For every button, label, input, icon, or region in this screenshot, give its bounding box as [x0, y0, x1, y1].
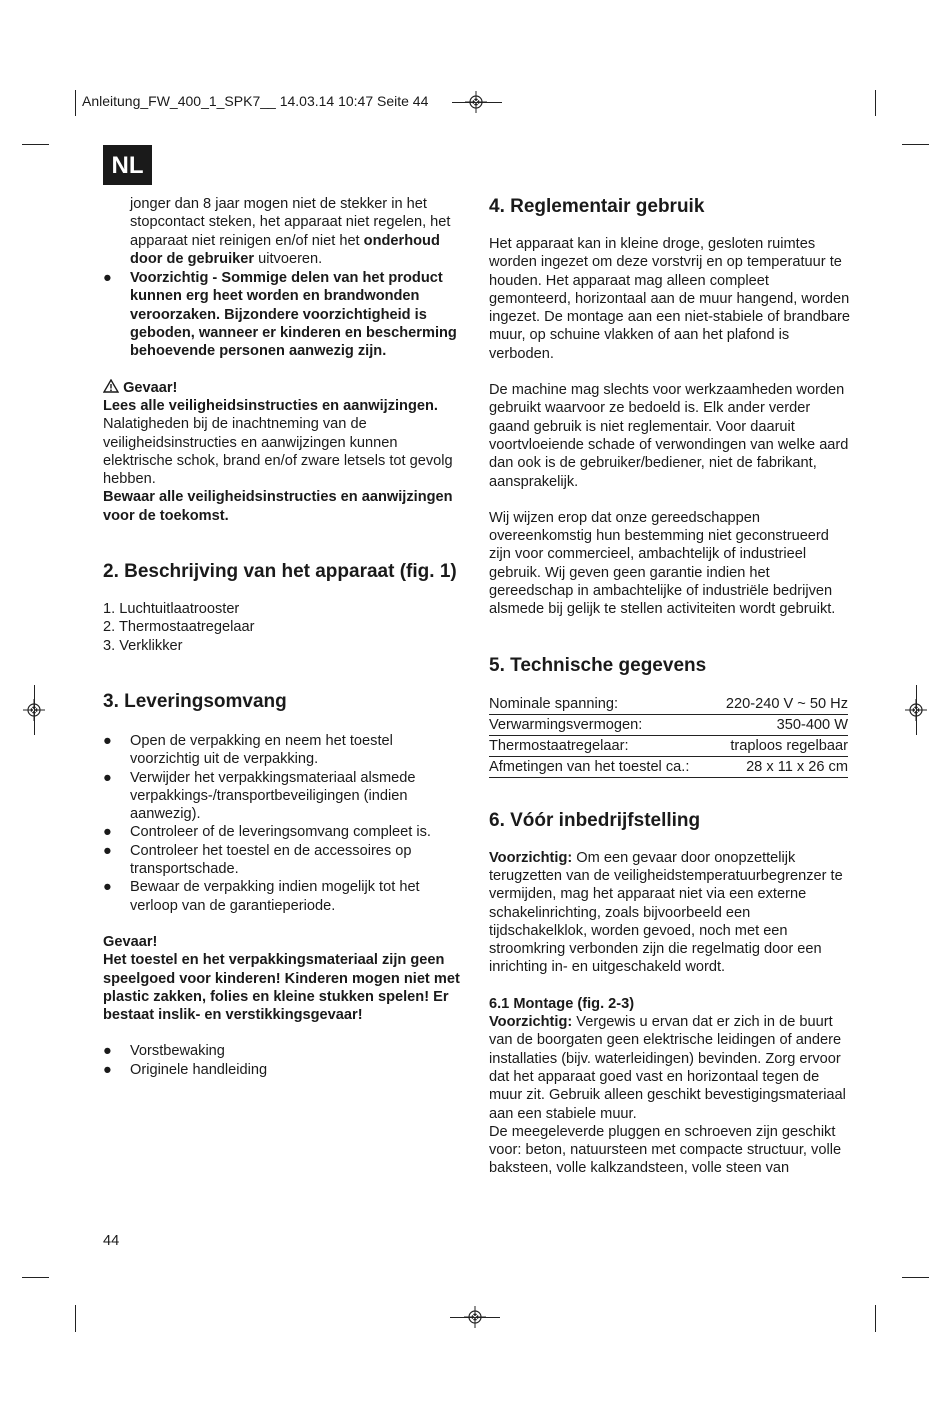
- section-3-title: 3. Leveringsomvang: [103, 690, 287, 712]
- parts-list: [103, 600, 463, 655]
- section-6-1-paragraph: Voorzichtig: Vergewis u ervan dat er zich in de buurt van de boorgaten geen elektrische leidingen of andere installaties (bijv. waterleidingen) bevinden. Zorg ervoor dat het apparaat goed vast en horizontaal tegen de muur zit. Gebruik alleen geschikt bevestigingsmateriaal aan een stabiele muur.: [489, 1014, 846, 1122]
- page-number: 44: [103, 1233, 120, 1249]
- section-4-paragraph-2: De machine mag slechts voor werkzaamheden worden gebruikt waarvoor ze bedoeld is. Elk ander verder gaand gebruik is niet reglementair. Voor daaruit voortvloeiende schade of verwondingen van welke aard dan ook is de gebruiker/bediener, niet de fabrikant, aansprakelijk.: [489, 382, 849, 490]
- crop-mark: [34, 685, 35, 735]
- caution-bullet: ● Voorzichtig - Sommige delen van het product kunnen erg heet worden en brandwonden veroorzaken. Bijzondere voorzichtigheid is geboden, wanneer er kinderen en bescherming behoevende personen aanwezig zijn.: [103, 270, 457, 360]
- list-item: ● Bewaar de verpakking indien mogelijk tot het verloop van de garantieperiode.: [103, 879, 420, 914]
- list-item: ● Open de verpakking en neem het toestel voorzichtig uit de verpakking.: [103, 732, 393, 768]
- crop-mark: [75, 90, 76, 116]
- print-header: Anleitung_FW_400_1_SPK7__ 14.03.14 10:47 Seite 44: [82, 93, 429, 109]
- list-item: ● Controleer of de leveringsomvang compleet is.: [103, 824, 431, 841]
- list-item: 3. Verklikker: [103, 637, 183, 654]
- crop-mark: [875, 1305, 876, 1332]
- packaging-danger-title: Gevaar!: [103, 933, 158, 950]
- danger-text: Nalatigheden bij de inachtneming van de veiligheidsinstructies en aanwijzingen kunnen elektrische schok, brand en/of zware letsels tot gevolg hebben.: [103, 416, 453, 488]
- bullet-icon: ●: [103, 732, 112, 749]
- list-item: 1. Luchtuitlaatrooster: [103, 601, 240, 618]
- section-4-title: 4. Reglementair gebruik: [489, 196, 705, 217]
- table-row: Afmetingen van het toestel ca.: 28 x 11 x 26 cm: [489, 756, 848, 777]
- bullet-icon: ●: [103, 769, 112, 786]
- list-item: ● Originele handleiding: [103, 1061, 268, 1078]
- table-row: Nominale spanning: 220-240 V ~ 50 Hz: [489, 694, 848, 715]
- bullet-icon: ●: [103, 270, 112, 287]
- crop-mark: [450, 1317, 500, 1318]
- packaging-danger-text: Het toestel en het verpakkingsmateriaal zijn geen speelgoed voor kinderen! Kinderen mogen niet met plastic zakken, folies en kleine stukken spelen! Er bestaat inslik- en verstikkingsgevaar!: [103, 952, 460, 1024]
- list-item: ● Vorstbewaking: [103, 1043, 225, 1060]
- bullet-icon: ●: [103, 824, 112, 841]
- bullet-icon: ●: [103, 879, 112, 896]
- table-row: Thermostaatregelaar: traploos regelbaar: [489, 735, 848, 756]
- warning-triangle-icon: [103, 379, 119, 393]
- crop-mark: [875, 90, 876, 116]
- table-row: Verwarmingsvermogen: 350-400 W: [489, 714, 848, 735]
- crop-mark: [452, 102, 502, 103]
- delivery-items: [103, 1042, 463, 1079]
- section-6-title: 6. Vóór inbedrijfstelling: [489, 809, 701, 831]
- section-6-paragraph: Voorzichtig: Om een gevaar door onopzettelijk terugzetten van de veiligheidstemperatuurbegrenzer te vermijden, mag het apparaat niet via een externe schakelinrichting, zoals bijvoorbeeld een tijdschakelklok, worden gevoed, noch met een stroomkring verbonden zijn die regelmatig door een inrichting in- en uitgeschakeld wordt.: [489, 849, 843, 976]
- section-6-1-title: 6.1 Montage (fig. 2-3): [489, 995, 635, 1012]
- bullet-icon: ●: [103, 1043, 112, 1060]
- right-column: [489, 196, 851, 1178]
- section-4-paragraph-1: Het apparaat kan in kleine droge, gesloten ruimtes worden ingezet om deze vorstvrij en op temperatuur te houden. Het apparaat mag alleen compleet gemonteerd, horizontaal aan de muur hangend, worden ingezet. De montage aan een niet-stabiele of brandbare muur, op schuine vlakken of aan het plafond is verboden.: [489, 236, 851, 362]
- danger-bold-2: Bewaar alle veiligheidsinstructies en aanwijzingen voor de toekomst.: [103, 489, 453, 524]
- crop-mark: [902, 144, 929, 145]
- section-4-paragraph-3: Wij wijzen erop dat onze gereedschappen overeenkomstig hun bestemming niet geconstrueerd zijn voor commercieel, ambachtelijk of industrieel gebruik. Wij geven geen garantie indien het gereedschap in ambachtelijke of industriële bedrijven alsmede bij gelijk te stellen activiteiten wordt gebruikt.: [489, 509, 836, 618]
- continued-paragraph: jonger dan 8 jaar mogen niet de stekker in het stopcontact steken, het apparaat niet regelen, het apparaat niet reinigen en/of niet het onderhoud door de gebruiker uitvoeren.: [130, 196, 451, 267]
- bullet-icon: ●: [103, 1061, 112, 1078]
- spec-table: [489, 694, 848, 778]
- crop-mark: [75, 1305, 76, 1332]
- delivery-steps: [103, 732, 463, 915]
- list-item: ● Verwijder het verpakkingsmateriaal alsmede verpakkings-/transportbeveiligingen (indien aanwezig).: [103, 769, 416, 823]
- danger-heading: Gevaar!: [103, 379, 463, 397]
- crop-mark: [902, 1277, 929, 1278]
- bullet-icon: ●: [103, 842, 112, 859]
- language-badge: NL: [103, 145, 152, 185]
- crop-mark: [22, 1277, 49, 1278]
- section-6-1-paragraph-2: De meegeleverde pluggen en schroeven zijn geschikt voor: beton, natuursteen met compacte structuur, volle baksteen, volle kalkzandsteen, volle steen van: [489, 1123, 842, 1177]
- list-item: ● Controleer het toestel en de accessoires op transportschade.: [103, 842, 412, 878]
- crop-mark: [916, 685, 917, 735]
- section-2-title: 2. Beschrijving van het apparaat (fig. 1): [103, 561, 457, 583]
- list-item: 2. Thermostaatregelaar: [103, 619, 255, 636]
- crop-mark: [22, 144, 49, 145]
- danger-bold-1: Lees alle veiligheidsinstructies en aanwijzingen.: [103, 397, 438, 414]
- left-column: [103, 195, 463, 1079]
- section-5-title: 5. Technische gegevens: [489, 654, 707, 676]
